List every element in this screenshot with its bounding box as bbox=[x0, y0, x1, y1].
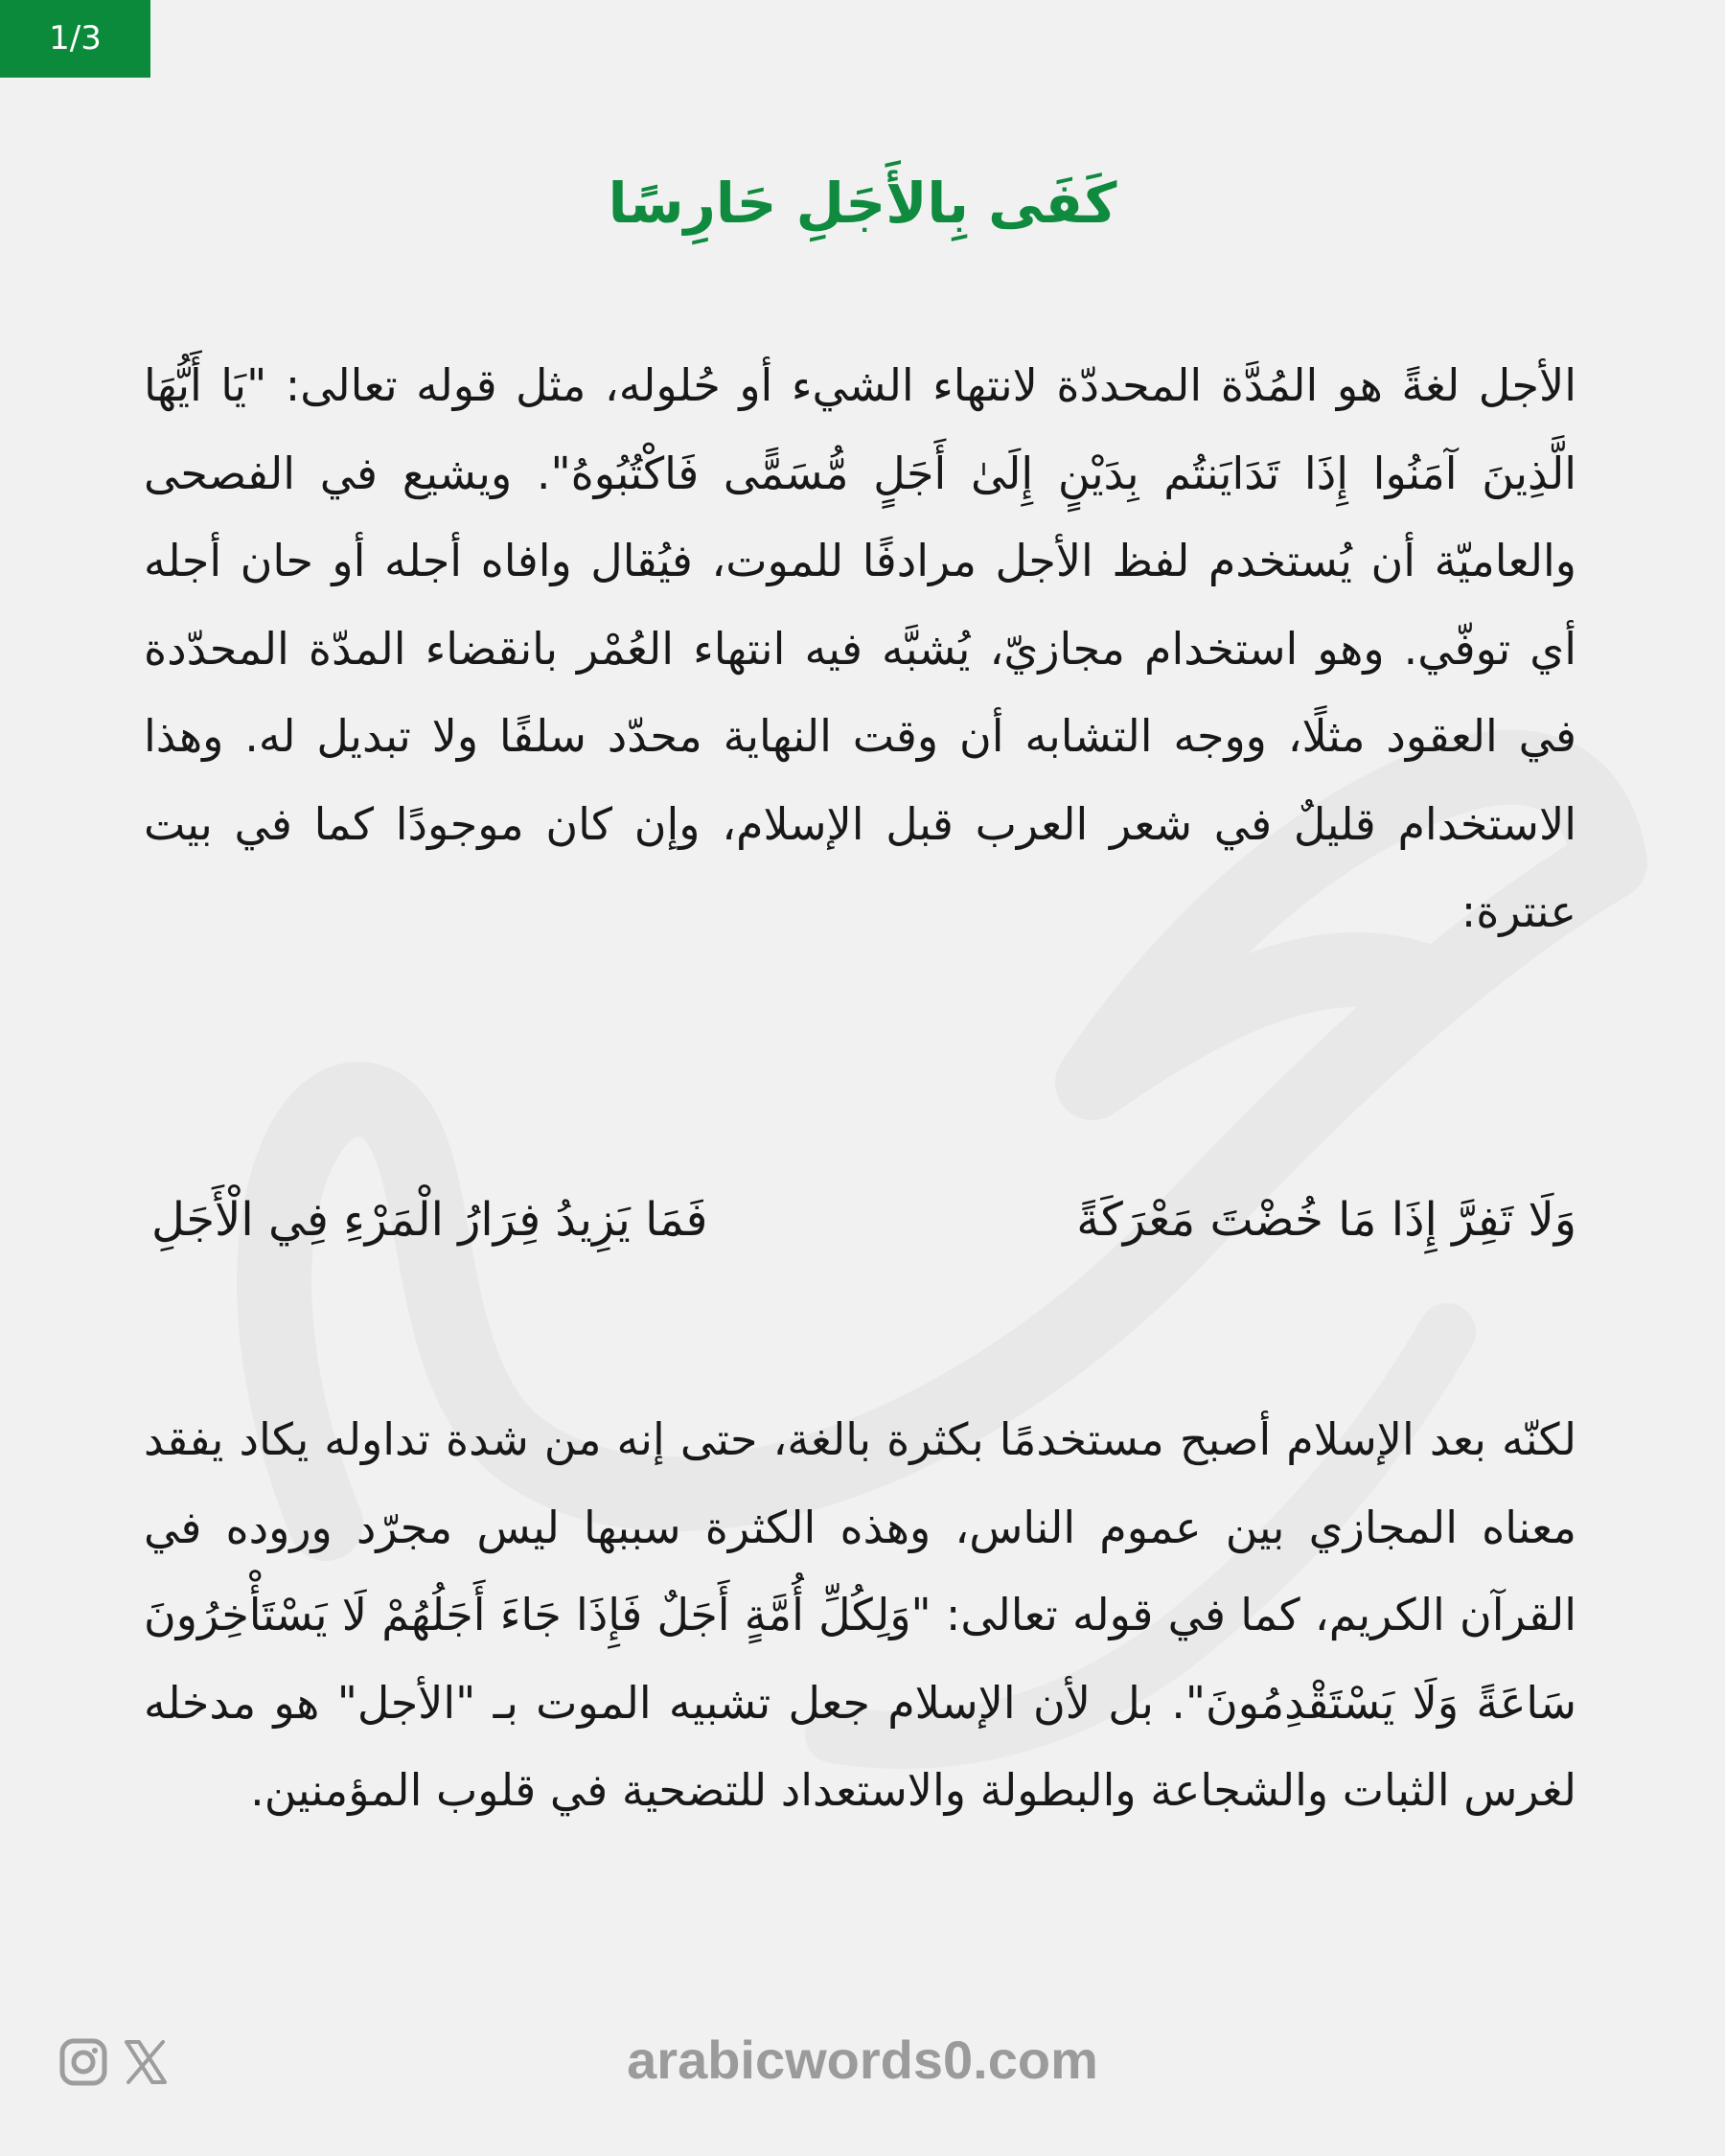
article-paragraph-1: الأجل لغةً هو المُدَّة المحددّة لانتهاء الشيء أو حُلوله، مثل قوله تعالى: "يَا أَيُّهَا الَّذِينَ آمَنُوا إِذَا تَدَايَنتُم بِدَيْنٍ إِلَىٰ أَجَلٍ مُّسَمًّى فَاكْتُبُوهُ". ويشيع في الفصحى والعاميّة أن يُستخدم لفظ الأجل مرادفًا للموت، فيُقال وافاه أجله أو حان أجله أي توفّي. وهو استخدام مجازيّ، يُشبَّه فيه انتهاء العُمْر بانقضاء المدّة المحدّدة في العقود مثلًا، ووجه التشابه أن وقت النهاية محدّد سلفًا ولا تبديل له. وهذا الاستخدام قليلٌ في شعر العرب قبل الإسلام، وإن كان موجودًا كما في بيت عنترة: bbox=[144, 359, 1576, 937]
page-title: كَفَى بِالأَجَلِ حَارِسًا bbox=[608, 170, 1117, 236]
footer bbox=[0, 2012, 1725, 2108]
article-paragraph-2: لكنّه بعد الإسلام أصبح مستخدمًا بكثرة بالغة، حتى إنه من شدة تداوله يكاد يفقد معناه المجازي بين عموم الناس، وهذه الكثرة سببها ليس مجرّد وروده في القرآن الكريم، كما في قوله تعالى: "وَلِكُلِّ أُمَّةٍ أَجَلٌ فَإِذَا جَاءَ أَجَلُهُمْ لَا يَسْتَأْخِرُونَ سَاعَةً وَلَا يَسْتَقْدِمُونَ". بل لأن الإسلام جعل تشبيه الموت بـ "الأجل" هو مدخله لغرس الثبات والشجاعة والبطولة والاستعداد للتضحية في قلوب المؤمنين. bbox=[144, 1413, 1576, 1816]
verse-first-hemistich: وَلَا تَفِرَّ إِذَا مَا خُضْتَ مَعْرَكَةً bbox=[1076, 1193, 1576, 1247]
verse-second-hemistich: فَمَا يَزِيدُ فِرَارُ الْمَرْءِ فِي الْأَجَلِ bbox=[151, 1193, 708, 1247]
website-url[interactable]: arabicwords0.com bbox=[627, 2030, 1098, 2090]
poetry-verse bbox=[144, 1175, 1576, 1266]
page-indicator-badge: 1/3 bbox=[0, 0, 150, 78]
